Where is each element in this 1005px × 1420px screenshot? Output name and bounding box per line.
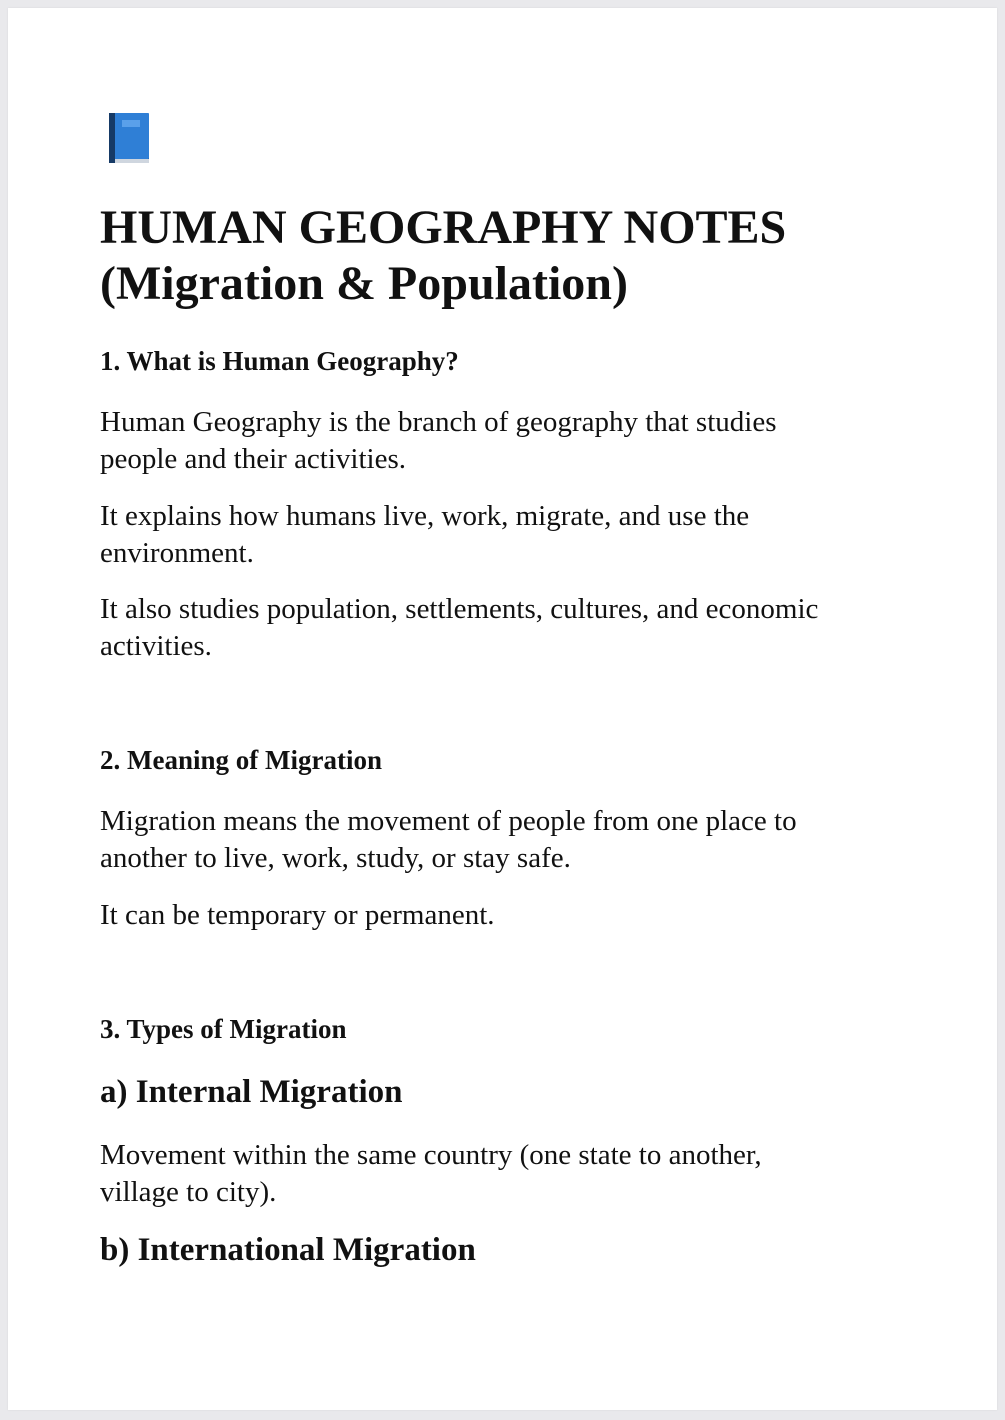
document-page [8,8,997,1410]
paragraph-line: Migration means the movement of people from one place to [100,805,797,837]
subsection-heading-internal-migration: a) Internal Migration [100,1074,403,1110]
paragraph-line: another to live, work, study, or stay safe. [100,842,571,874]
paragraph-line: activities. [100,630,212,662]
section-heading-what-is-human-geography: 1. What is Human Geography? [100,346,459,376]
paragraph-line: It explains how humans live, work, migrate, and use the [100,500,750,532]
paragraph [100,897,910,934]
paragraph-line: Human Geography is the branch of geography that studies [100,406,777,438]
paragraph-line: village to city). [100,1176,277,1208]
paragraph [100,498,910,572]
paragraph [100,1137,910,1211]
section-heading-meaning-of-migration: 2. Meaning of Migration [100,745,382,775]
page-title [100,200,786,312]
title-line-2: (Migration & Population) [100,257,628,310]
paragraph-line: It can be temporary or permanent. [100,899,495,931]
paragraph-line: environment. [100,537,254,569]
section-heading-types-of-migration: 3. Types of Migration [100,1014,347,1044]
book-icon [108,112,150,164]
subsection-heading-international-migration: b) International Migration [100,1232,476,1268]
paragraph-line: It also studies population, settlements, cultures, and economic [100,593,819,625]
paragraph [100,803,910,877]
paragraph-line: people and their activities. [100,443,407,475]
paragraph [100,591,910,665]
paragraph-line: Movement within the same country (one state to another, [100,1139,762,1171]
paragraph [100,404,910,478]
title-line-1: HUMAN GEOGRAPHY NOTES [100,201,787,254]
